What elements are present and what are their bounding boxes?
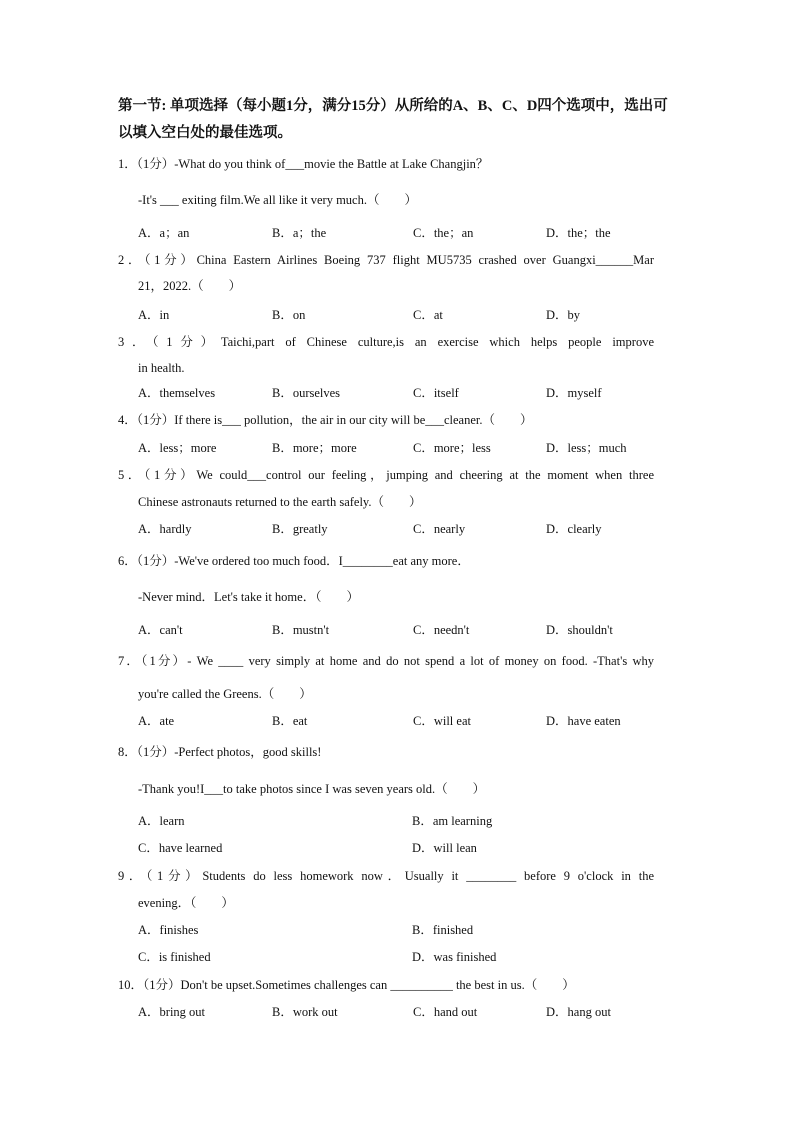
question-6-option-b[interactable]: B．mustn't	[272, 623, 330, 637]
question-7-option-b[interactable]: B．eat	[272, 714, 308, 728]
question-2-option-d[interactable]: D．by	[546, 308, 581, 322]
question-1-stem-line2: -It's ___ exiting film.We all like it very much.（ ）	[138, 193, 417, 207]
question-6-option-d[interactable]: D．shouldn't	[546, 623, 613, 637]
question-1-stem: 1．（1分）-What do you think of___movie the Battle at Lake Changjin？	[118, 157, 489, 171]
question-3-option-c[interactable]: C．itself	[413, 386, 459, 400]
question-4-option-b[interactable]: B．more；more	[272, 441, 357, 455]
question-5-stem-line2: Chinese astronauts returned to the earth safely.（ ）	[138, 495, 422, 509]
question-4-option-c[interactable]: C．more；less	[413, 441, 491, 455]
question-8-option-c[interactable]: C．have learned	[138, 841, 223, 855]
question-1-option-c[interactable]: C．the；an	[413, 226, 474, 240]
question-7-stem-line2: you're called the Greens.（ ）	[138, 687, 312, 701]
question-5-option-c[interactable]: C．nearly	[413, 522, 466, 536]
question-10-option-c[interactable]: C．hand out	[413, 1005, 478, 1019]
question-9-option-c[interactable]: C．is finished	[138, 950, 211, 964]
question-8-option-b[interactable]: B．am learning	[412, 814, 493, 828]
question-7-option-a[interactable]: A．ate	[138, 714, 175, 728]
question-3-option-a[interactable]: A．themselves	[138, 386, 216, 400]
question-1-option-b[interactable]: B．a；the	[272, 226, 327, 240]
question-4-option-a[interactable]: A．less；more	[138, 441, 217, 455]
question-10-option-b[interactable]: B．work out	[272, 1005, 338, 1019]
question-8-stem: 8．（1分）-Perfect photos，good skills!	[118, 745, 322, 759]
question-3-option-d[interactable]: D．myself	[546, 386, 602, 400]
question-6-option-c[interactable]: C．needn't	[413, 623, 470, 637]
question-1-option-d[interactable]: D．the；the	[546, 226, 611, 240]
question-9-stem: 9．（1分）Students do less homework now．Usually it ________ before 9 o'clock in the	[118, 869, 654, 883]
question-4-option-d[interactable]: D．less；much	[546, 441, 627, 455]
question-2-option-a[interactable]: A．in	[138, 308, 170, 322]
question-8-stem-line2: -Thank you!I___to take photos since I was seven years old.（ ）	[138, 782, 486, 796]
question-6-stem-line2: -Never mind．Let's take it home．（ ）	[138, 590, 359, 604]
question-3-stem: 3．（1分）Taichi,part of Chinese culture,is an exercise which helps people improve	[118, 335, 654, 349]
question-2-option-c[interactable]: C．at	[413, 308, 443, 322]
question-4-stem: 4．（1分）If there is___ pollution，the air in our city will be___cleaner.（ ）	[118, 413, 533, 427]
question-10-stem: 10．（1分）Don't be upset.Sometimes challenges can __________ the best in us.（ ）	[118, 978, 575, 992]
question-5-option-b[interactable]: B．greatly	[272, 522, 328, 536]
question-5-option-d[interactable]: D．clearly	[546, 522, 602, 536]
question-7-option-c[interactable]: C．will eat	[413, 714, 471, 728]
question-3-stem-line2: in health.	[138, 361, 185, 375]
question-10-option-a[interactable]: A．bring out	[138, 1005, 206, 1019]
section-title: 第一节: 单项选择（每小题1分，满分15分）从所给的A、B、C、D四个选项中，选出可以填入空白处的最佳选项。	[118, 98, 668, 141]
question-9-option-a[interactable]: A．finishes	[138, 923, 199, 937]
question-1-option-a[interactable]: A．a；an	[138, 226, 190, 240]
question-7-stem: 7．（1分）- We ____ very simply at home and do not spend a lot of money on food. -That's why	[118, 654, 654, 668]
question-10-option-d[interactable]: D．hang out	[546, 1005, 611, 1019]
question-5-option-a[interactable]: A．hardly	[138, 522, 192, 536]
question-8-option-d[interactable]: D．will lean	[412, 841, 477, 855]
question-2-option-b[interactable]: B．on	[272, 308, 306, 322]
question-2-stem: 2．（1分）China Eastern Airlines Boeing 737 flight MU5735 crashed over Guangxi______Mar	[118, 253, 654, 267]
question-7-option-d[interactable]: D．have eaten	[546, 714, 621, 728]
question-3-option-b[interactable]: B．ourselves	[272, 386, 341, 400]
question-9-stem-line2: evening．（ ）	[138, 896, 234, 910]
question-8-option-a[interactable]: A．learn	[138, 814, 185, 828]
question-9-option-b[interactable]: B．finished	[412, 923, 474, 937]
question-6-stem: 6．（1分）-We've ordered too much food．I________eat any more．	[118, 554, 470, 568]
question-6-option-a[interactable]: A．can't	[138, 623, 183, 637]
question-2-stem-line2: 21，2022.（ ）	[138, 279, 242, 293]
question-9-option-d[interactable]: D．was finished	[412, 950, 497, 964]
question-5-stem: 5．（1分）We could___control our feeling，jumping and cheering at the moment when three	[118, 468, 654, 482]
